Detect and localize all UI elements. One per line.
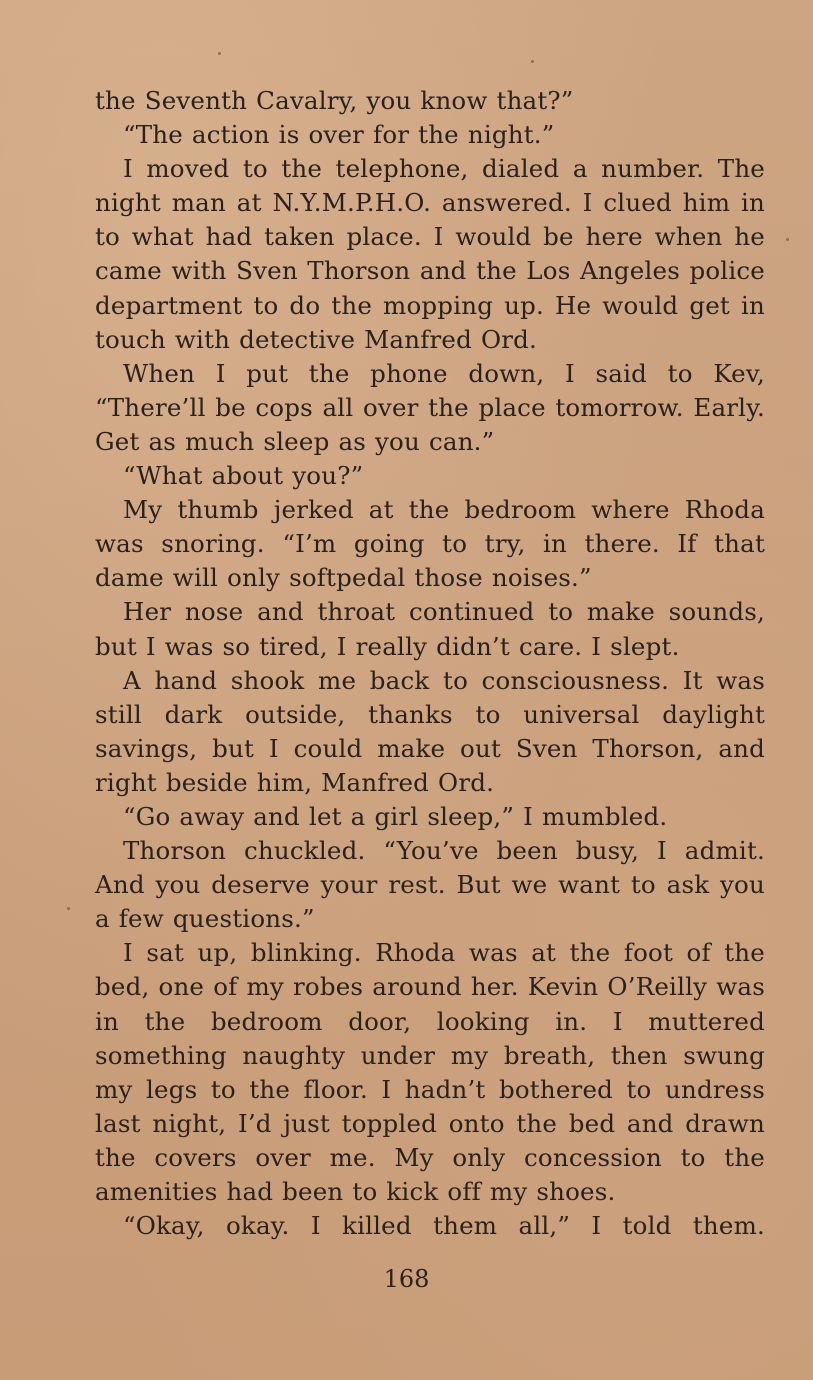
paragraph-1: the Seventh Cavalry, you know that?” bbox=[95, 86, 574, 115]
body-text bbox=[95, 84, 765, 1243]
paper-speck bbox=[218, 52, 221, 55]
paper-speck bbox=[531, 60, 534, 63]
paragraph-10: Thorson chuckled. “You’ve been busy, I admit. And you deserve your rest. But we want to ask you a few questions.” bbox=[95, 836, 765, 934]
paragraph-11: I sat up, blinking. Rhoda was at the foot of the bed, one of my robes around her. Kevin O’Reilly was in the bedroom door, looking in. I muttered something naughty under my breath, then swung my legs to the floor. I hadn’t bothered to undress last night, I’d just toppled onto the bed and drawn the covers over me. My only concession to the amenities had been to kick off my shoes. bbox=[95, 938, 765, 1206]
paragraph-9: “Go away and let a girl sleep,” I mumbled. bbox=[123, 801, 668, 831]
paragraph-7: Her nose and throat continued to make sounds, but I was so tired, I really didn’t care. I slept. bbox=[95, 597, 765, 661]
paragraph-6: My thumb jerked at the bedroom where Rhoda was snoring. “I’m going to try, in there. If that dame will only softpedal those noises.” bbox=[95, 495, 765, 593]
paragraph-3: I moved to the telephone, dialed a number. The night man at N.Y.M.P.H.O. answered. I clued him in to what had taken place. I would be here when he came with Sven Thorson and the Los Angeles police department to do the mopping up. He would get in touch with detective Manfred Ord. bbox=[95, 154, 765, 354]
paragraph-2: “The action is over for the night.” bbox=[123, 120, 555, 150]
paragraph-5: “What about you?” bbox=[123, 461, 364, 491]
paragraph-4: When I put the phone down, I said to Kev, “There’ll be cops all over the place tomorrow. Early. Get as much sleep as you can.” bbox=[95, 358, 765, 456]
page-number: 168 bbox=[383, 1265, 430, 1293]
paragraph-8: A hand shook me back to consciousness. It was still dark outside, thanks to universal daylight savings, but I could make out Sven Thorson, and right beside him, Manfred Ord. bbox=[95, 665, 765, 797]
paper-speck bbox=[786, 238, 789, 241]
paragraph-12: “Okay, okay. I killed them all,” I told them. bbox=[123, 1211, 765, 1241]
paper-speck bbox=[67, 907, 70, 910]
